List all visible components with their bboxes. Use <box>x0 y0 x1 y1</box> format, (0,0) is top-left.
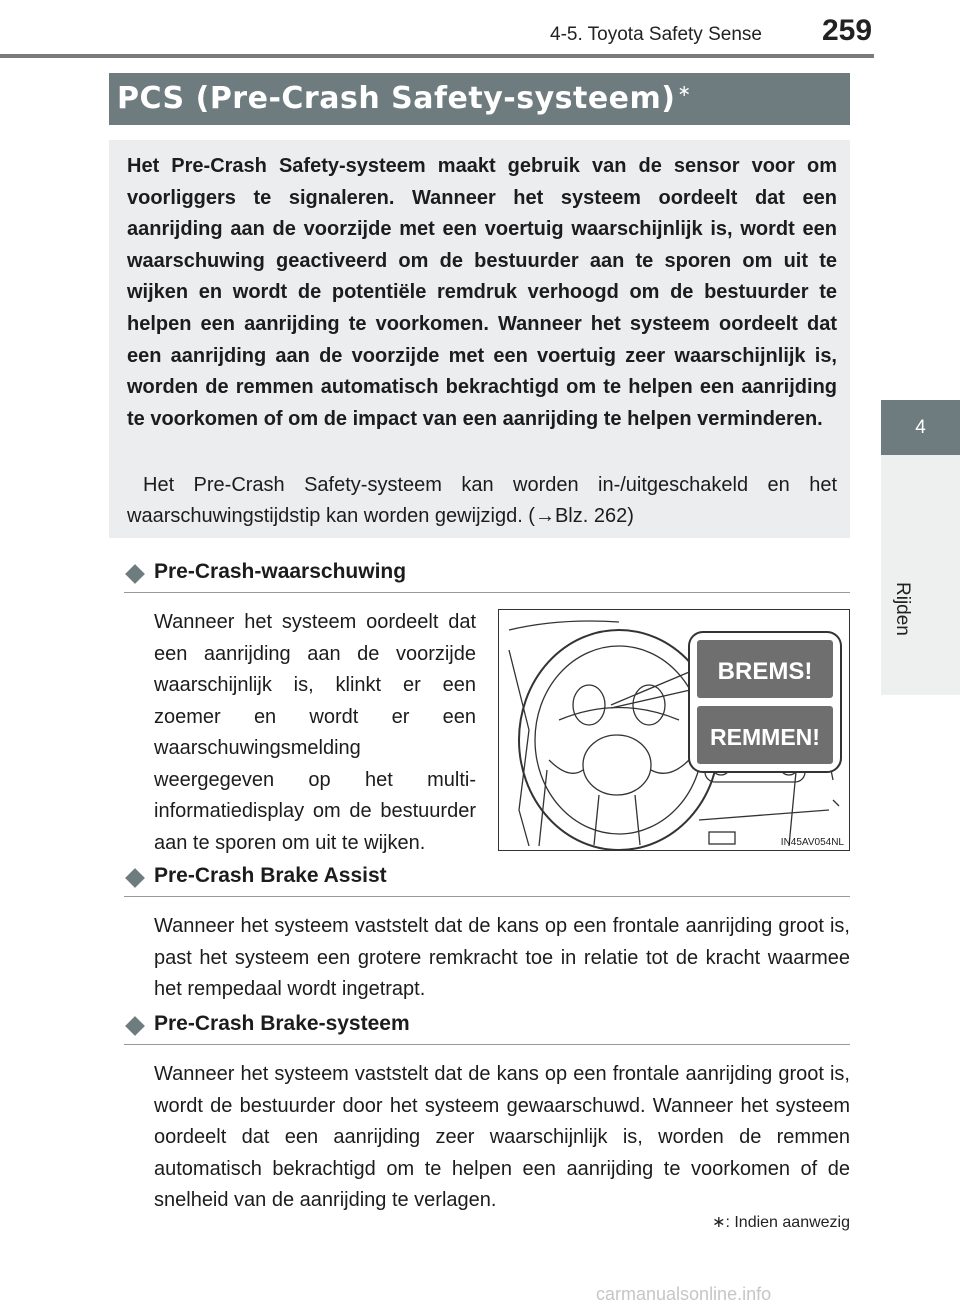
watermark[interactable]: carmanualsonline.info <box>596 1284 772 1304</box>
side-tab-background <box>881 455 960 695</box>
footnote-marker: ∗ <box>677 81 692 100</box>
section-heading <box>124 1012 850 1045</box>
intro-box <box>109 140 850 538</box>
chapter-label: Rijden <box>892 582 913 636</box>
section-body: Wanneer het systeem oordeelt dat een aanrijding aan de voorzijde waarschijnlijk is, klinkt er een zoemer en wordt er een waarschuwingsmelding weergegeven op het multi-informatiedisplay om de bestuurder aan te sporen om uit te wijken. <box>154 611 476 854</box>
side-tab-chapter[interactable] <box>881 400 960 455</box>
diamond-bullet-icon <box>125 564 145 584</box>
section-body: Wanneer het systeem vaststelt dat de kans op een frontale aanrijding groot is, past het systeem een grotere remkracht toe in relatie tot de kracht waarmee het rempedaal wordt ingetrapt. <box>154 915 850 1000</box>
intro-bold-text: Het Pre-Crash Safety-systeem maakt gebruik van de sensor voor om voorliggers te signaleren. Wanneer het systeem oordeelt dat een aanrijding aan de voorzijde met een voertuig waarschijnlijk is, wordt een waarschuwing geactiveerd om de bestuurder aan te sporen om uit te wijken en wordt de potentiële remdruk verhoogd om de bestuurder te helpen een aanrijding te voorkomen. Wanneer het systeem oordeelt dat een aanrijding aan de voorzijde met een voertuig zeer waarschijnlijk is, worden de remmen automatisch bekrachtigd om te helpen een aanrijding te voorkomen of om de impact van een aanrijding te helpen verminderen. <box>127 155 837 430</box>
header-rule <box>0 54 874 58</box>
section-title: Pre-Crash Brake-systeem <box>154 1012 410 1035</box>
intro-note-text: Het Pre-Crash Safety-systeem kan worden in-/uitgeschakeld en het waarschuwingstijdstip kan worden gewijzigd. (→Blz. 262) <box>127 474 837 527</box>
chapter-number: 4 <box>915 417 926 438</box>
illustration-code: IN45AV054NL <box>780 837 844 848</box>
display-warning-line-1: BREMS! <box>717 658 813 685</box>
section-brake-system <box>124 1012 850 1217</box>
running-header: 4-5. Toyota Safety Sense <box>550 24 762 45</box>
section-brake-assist <box>124 864 850 1006</box>
footnote-text: : Indien aanwezig <box>725 1214 850 1231</box>
section-heading <box>124 560 850 593</box>
page-title-text: PCS (Pre-Crash Safety-systeem) <box>117 81 676 116</box>
diamond-bullet-icon <box>125 1016 145 1036</box>
section-body: Wanneer het systeem vaststelt dat de kans op een frontale aanrijding groot is, wordt de bestuurder door het systeem gewaarschuwd. Wanneer het systeem oordeelt dat een aanrijding zeer waarschijnlijk is, worden de remmen automatisch bekrachtigd om te helpen een aanrijding te voorkomen of de snelheid van de aanrijding te verlagen. <box>154 1063 850 1211</box>
diamond-bullet-icon <box>125 868 145 888</box>
section-title: Pre-Crash Brake Assist <box>154 864 387 887</box>
display-warning-line-2: REMMEN! <box>710 724 820 750</box>
section-heading <box>124 864 850 897</box>
steering-wheel-illustration <box>499 610 849 850</box>
page-number: 259 <box>822 14 873 47</box>
footnote <box>600 1212 850 1232</box>
footnote-marker: ∗ <box>712 1214 726 1231</box>
page-title <box>117 81 691 116</box>
section-title: Pre-Crash-waarschuwing <box>154 560 407 583</box>
dashboard-illustration <box>498 609 850 851</box>
page-title-bar <box>109 73 850 125</box>
